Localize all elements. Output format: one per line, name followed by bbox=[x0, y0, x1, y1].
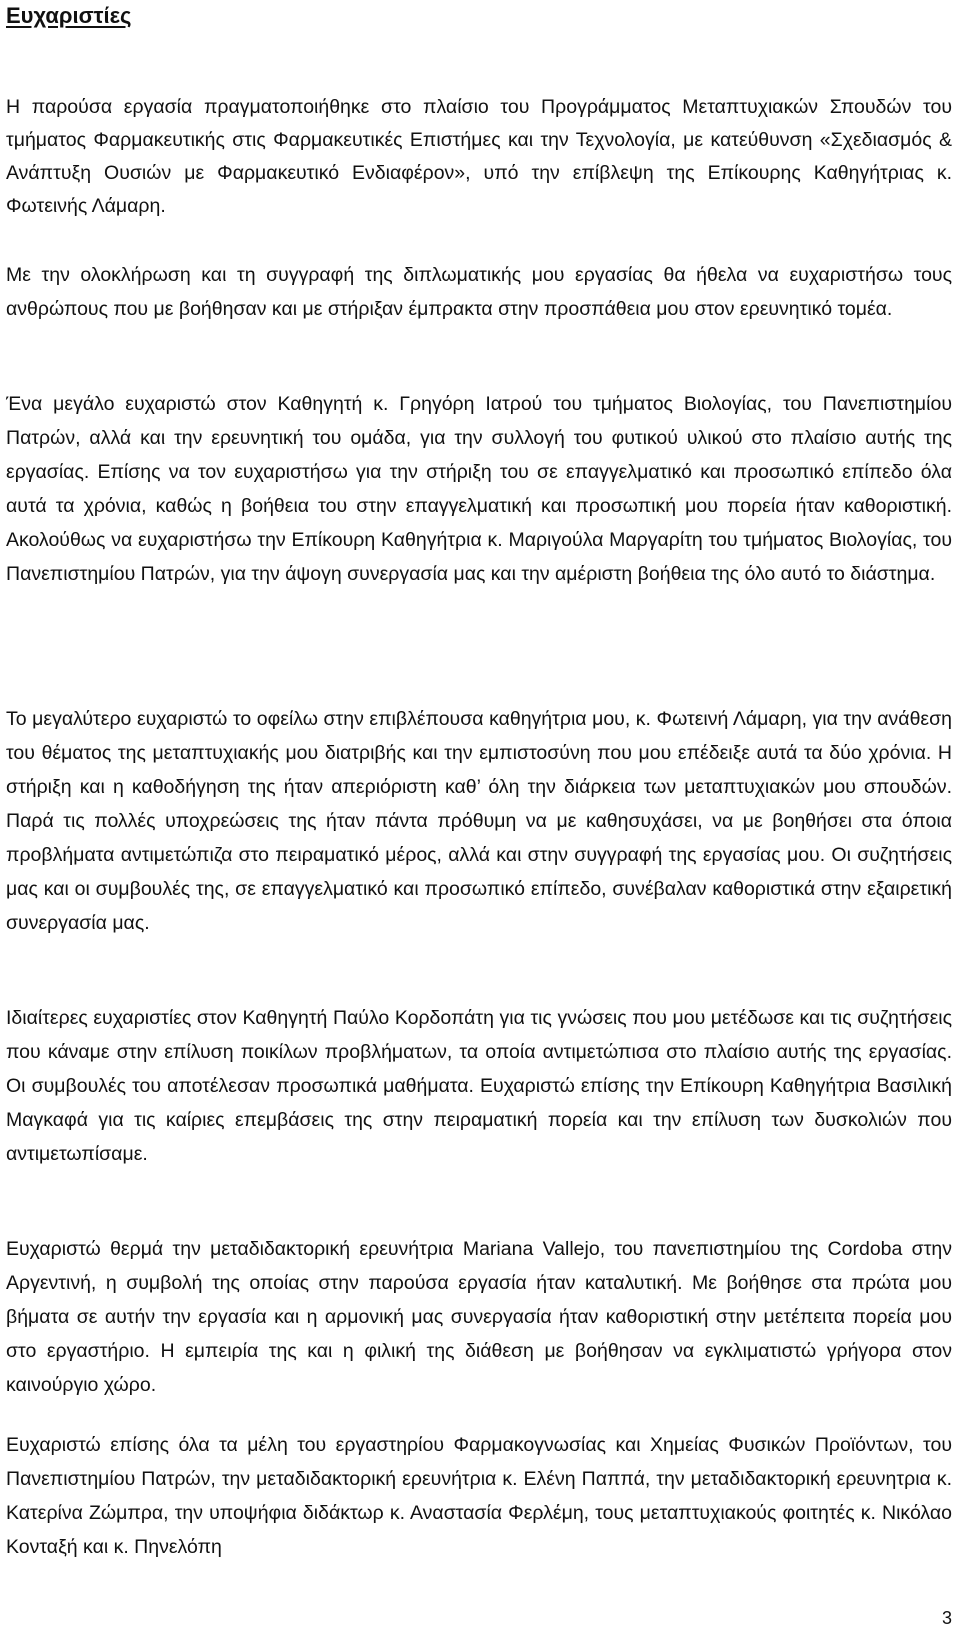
paragraph-thanks-intro: Με την ολοκλήρωση και τη συγγραφή της διπλωματικής μου εργασίας θα ήθελα να ευχαριστήσω τους ανθρώπους που με βοήθησαν και με στήριξαν έμπρακτα στην προσπάθεια μου στον ερευνητικό τομέα. bbox=[6, 264, 952, 320]
page-number: 3 bbox=[941, 1608, 952, 1628]
paragraph-lab-members-thanks: Ευχαριστώ επίσης όλα τα μέλη του εργαστηρίου Φαρμακογνωσίας και Χημείας Φυσικών Προϊόντων, του Πανεπιστημίου Πατρών, την μεταδιδακτορική ερευνήτρια κ. Ελένη Παππά, την μεταδιδακτορική ερευνητρια κ. Κατερίνα Ζώμπρα, την υποψήφια διδάκτωρ κ. Αναστασία Φερλέμη, τους μεταπτυχιακούς φοιτητές κ. Νικόλαο Κονταξή και κ. Πηνελόπη bbox=[6, 1434, 952, 1558]
paragraph-program-context: Η παρούσα εργασία πραγματοποιήθηκε στο πλαίσιο του Προγράμματος Μεταπτυχιακών Σπουδών του τμήματος Φαρμακευτικής στις Φαρμακευτικές Επιστήμες και την Τεχνολογία, με κατεύθυνση «Σχεδιασμός & Ανάπτυξη Ουσιών με Φαρμακευτικό Ενδιαφέρον», υπό την επίβλεψη της Επίκουρης Καθηγήτριας κ. Φωτεινής Λάμαρη. bbox=[6, 96, 952, 217]
paragraph-biology-thanks: Ένα μεγάλο ευχαριστώ στον Καθηγητή κ. Γρηγόρη Ιατρού του τμήματος Βιολογίας, του Πανεπιστημίου Πατρών, αλλά και την ερευνητική του ομάδα, για την συλλογή του φυτικού υλικού στο πλαίσιο αυτής της εργασίας. Επίσης να τον ευχαριστήσω για την στήριξη του σε επαγγελματικό και προσωπικό επίπεδο όλα αυτά τα χρόνια, καθώς η βοήθεια του στην επαγγελματική και προσωπική μου πορεία ήταν καθοριστική. Ακολούθως να ευχαριστήσω την Επίκουρη Καθηγήτρια κ. Μαριγούλα Μαργαρίτη του τμήματος Βιολογίας, του Πανεπιστημίου Πατρών, για την άψογη συνεργασία μας και την αμέριστη βοήθεια της όλο αυτό το διάστημα. bbox=[6, 393, 952, 585]
acknowledgements-heading: Ευχαριστίες bbox=[6, 3, 132, 28]
paragraph-professors-thanks: Ιδιαίτερες ευχαριστίες στον Καθηγητή Παύλο Κορδοπάτη για τις γνώσεις που μου μετέδωσε και τις συζητήσεις που κάναμε στην επίλυση ποικίλων προβλήματων, τα οποία αντιμετώπισα στο πλαίσιο αυτής της εργασίας. Οι συμβουλές του αποτέλεσαν προσωπικά μαθήματα. Ευχαριστώ επίσης την Επίκουρη Καθηγήτρια Βασιλική Μαγκαφά για τις καίριες επεμβάσεις της στην πειραματική πορεία και την επίλυση των δυσκολιών που αντιμετωπίσαμε. bbox=[6, 1007, 952, 1165]
paragraph-supervisor-thanks: Το μεγαλύτερο ευχαριστώ το οφείλω στην επιβλέπουσα καθηγήτρια μου, κ. Φωτεινή Λάμαρη, για την ανάθεση του θέματος της μεταπτυχιακής μου διατριβής και την εμπιστοσύνη που μου επέδειξε αυτά τα δύο χρόνια. Η στήριξη και η καθοδήγηση της ήταν απεριόριστη καθ’ όλη την διάρκεια των μεταπτυχιακών μου σπουδών. Παρά τις πολλές υποχρεώσεις της ήταν πάντα πρόθυμη να με καθησυχάσει, να με βοηθήσει στα όποια προβλήματα αντιμετώπιζα στο πειραματικό μέρος, αλλά και στην συγγραφή της εργασίας μου. Οι συζητήσεις μας και οι συμβουλές της, σε επαγγελματικό και προσωπικό επίπεδο, συνέβαλαν καθοριστικά στην εξαιρετική συνεργασία μας. bbox=[6, 708, 952, 934]
paragraph-postdoc-thanks: Ευχαριστώ θερμά την μεταδιδακτορική ερευνήτρια Mariana Vallejo, του πανεπιστημίου της Cordoba στην Αργεντινή, η συμβολή της οποίας στην παρούσα εργασία ήταν καταλυτική. Με βοήθησε στα πρώτα μου βήματα σε αυτήν την εργασία και η αρμονική μας συνεργασία ήταν καθοριστική στην μετέπειτα πορεία μου στο εργαστήριο. Η εμπειρία της και η φιλική της διάθεση με βοήθησαν να εγκλιματιστώ γρήγορα στον καινούργιο χώρο. bbox=[6, 1238, 952, 1396]
